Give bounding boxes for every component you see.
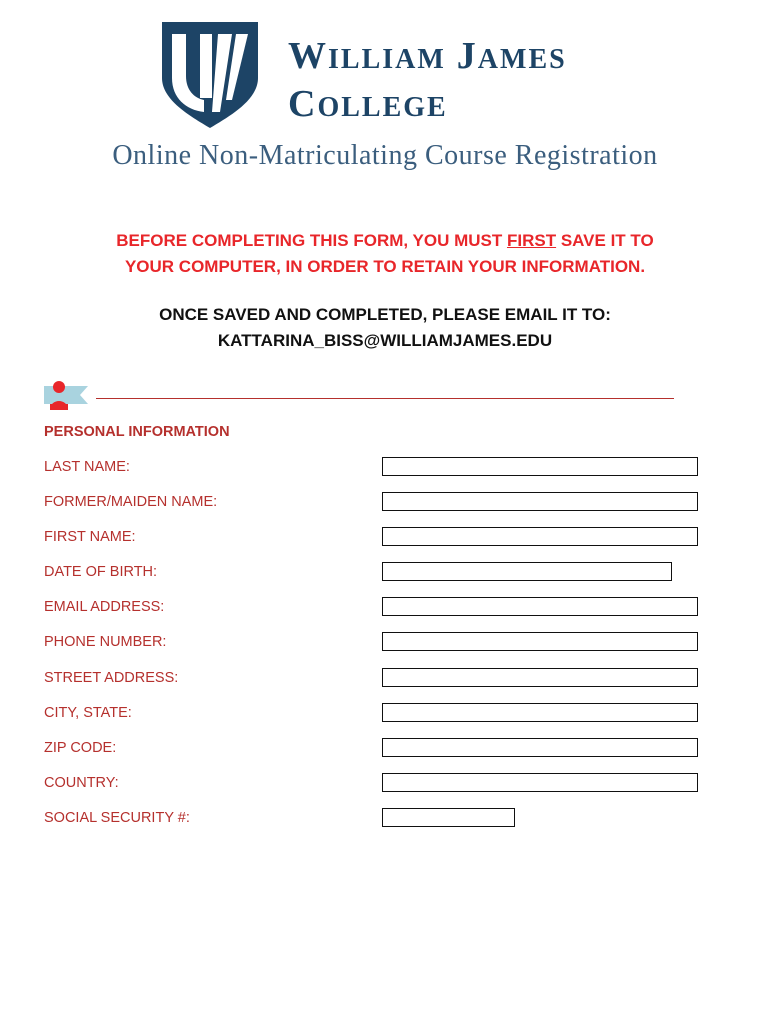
instructions-email: KATTARINA_BISS@WILLIAMJAMES.EDU [217, 331, 553, 350]
instructions-line: ONCE SAVED AND COMPLETED, PLEASE EMAIL IT TO: [159, 305, 611, 324]
street-field[interactable] [382, 668, 698, 687]
maiden-name-label: FORMER/MAIDEN NAME: [44, 494, 218, 510]
city-state-field[interactable] [382, 703, 698, 722]
street-label: STREET ADDRESS: [44, 670, 179, 686]
dob-field[interactable] [382, 562, 672, 581]
email-field[interactable] [382, 597, 698, 616]
zip-label: ZIP CODE: [44, 740, 117, 756]
college-wordmark [288, 34, 567, 130]
last-name-label: LAST NAME: [44, 459, 130, 475]
page-title: Online Non-Matriculating Course Registration [112, 140, 658, 171]
section-title: PERSONAL INFORMATION [44, 424, 230, 440]
shield-logo-icon [160, 20, 260, 130]
email-label: EMAIL ADDRESS: [44, 599, 165, 615]
section-divider [96, 398, 674, 399]
phone-label: PHONE NUMBER: [44, 634, 167, 650]
warning-text-3: YOUR COMPUTER, IN ORDER TO RETAIN YOUR INFORMATION. [124, 257, 646, 276]
wordmark-line-1: WILLIAM JAMES [288, 35, 567, 77]
save-warning [40, 228, 730, 280]
city-state-label: CITY, STATE: [44, 705, 132, 721]
warning-text-1: BEFORE COMPLETING THIS FORM, YOU MUST [116, 231, 507, 250]
country-field[interactable] [382, 773, 698, 792]
ssn-field[interactable] [382, 808, 515, 827]
dob-label: DATE OF BIRTH: [44, 564, 158, 580]
warning-underlined: FIRST [506, 231, 557, 250]
first-name-label: FIRST NAME: [44, 529, 136, 545]
email-instructions [40, 302, 730, 354]
first-name-field[interactable] [382, 527, 698, 546]
section-header [44, 380, 684, 412]
wordmark-line-2: COLLEGE [288, 83, 448, 125]
maiden-name-field[interactable] [382, 492, 698, 511]
ssn-label: SOCIAL SECURITY #: [44, 810, 190, 826]
country-label: COUNTRY: [44, 775, 119, 791]
zip-field[interactable] [382, 738, 698, 757]
college-logo [160, 20, 620, 132]
phone-field[interactable] [382, 632, 698, 651]
last-name-field[interactable] [382, 457, 698, 476]
warning-text-2: SAVE IT TO [556, 231, 654, 250]
person-icon [44, 380, 88, 412]
